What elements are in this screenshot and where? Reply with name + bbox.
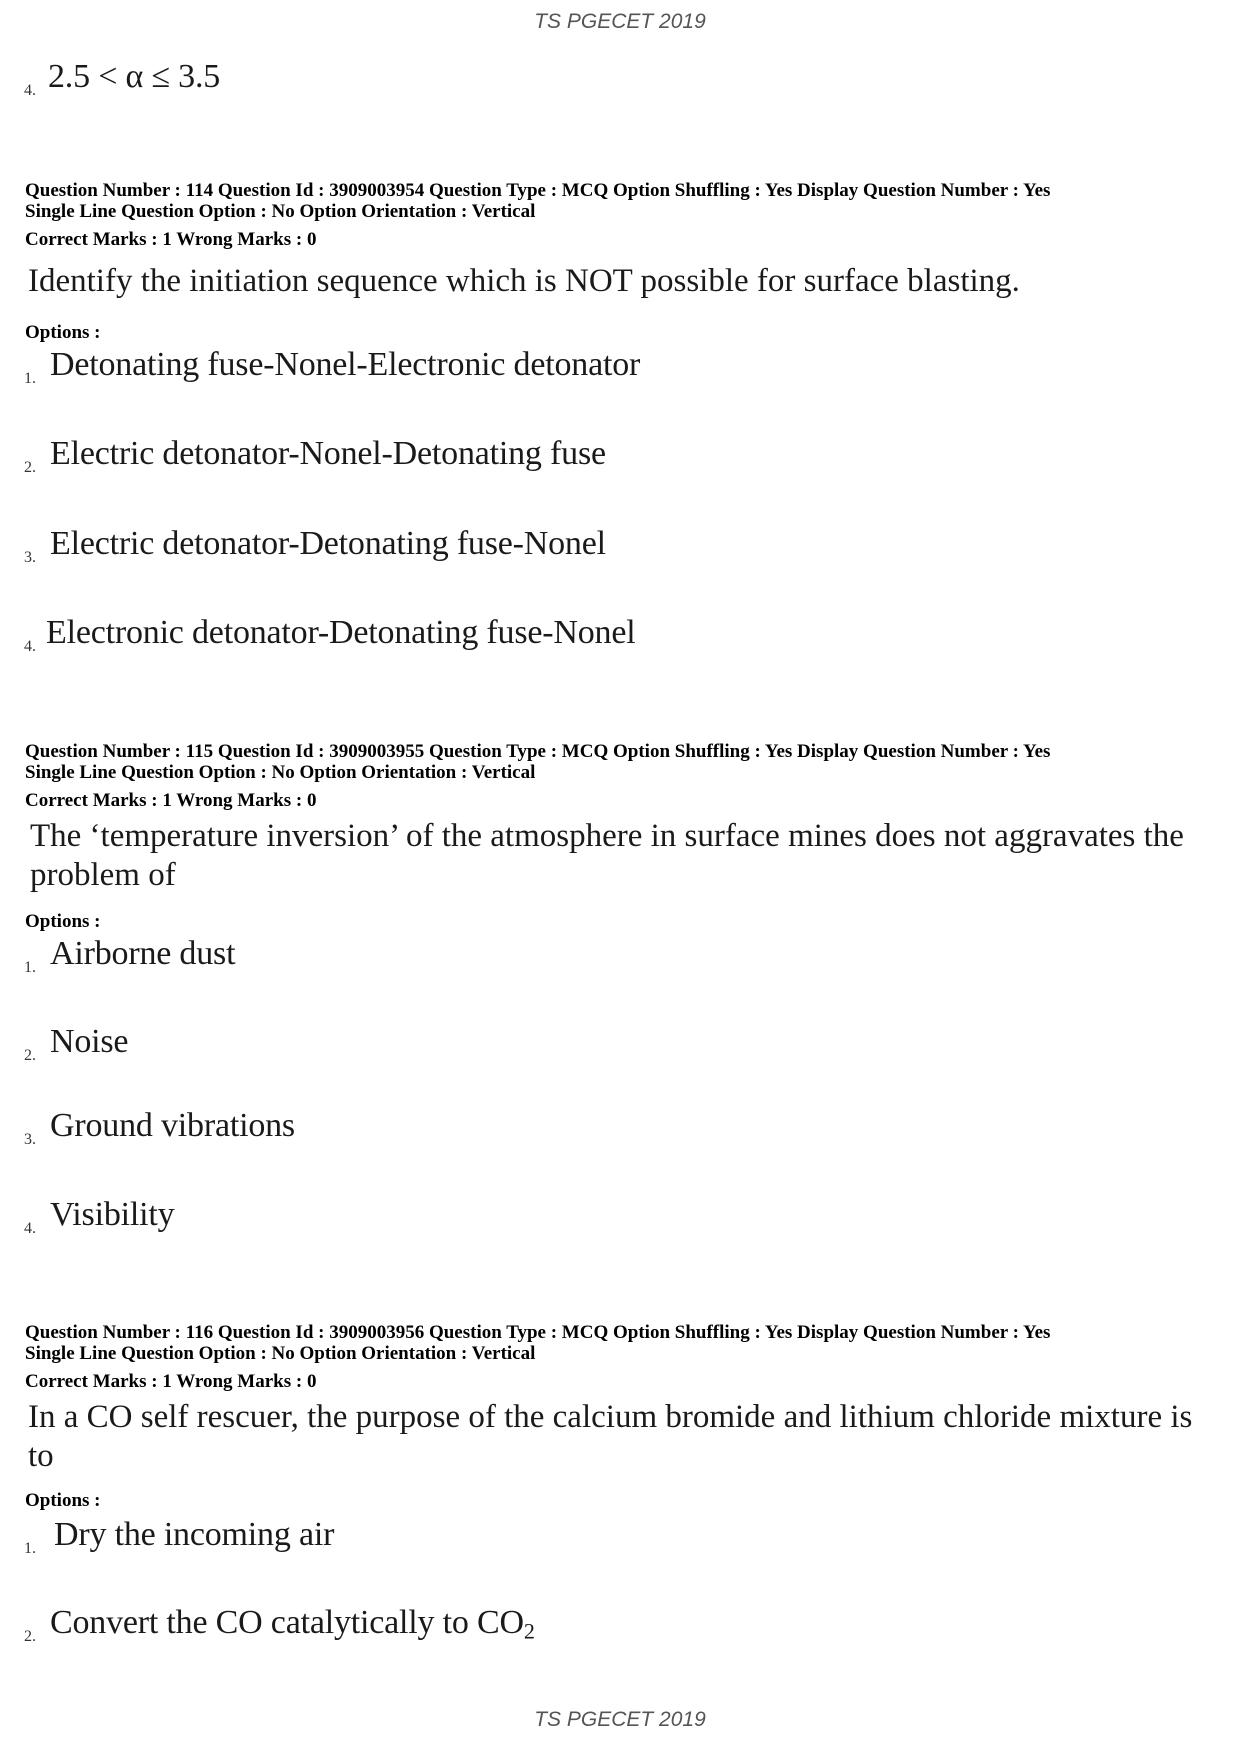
option-item: [24, 1516, 335, 1557]
option-text: Dry the incoming air: [54, 1516, 335, 1553]
option-number: 1.: [24, 1540, 36, 1557]
option-text: Airborne dust: [50, 935, 236, 972]
options-label: Options :: [25, 322, 101, 343]
question-meta-line: Question Number : 116 Question Id : 3909003956 Question Type : MCQ Option Shuffling : Yes Display Question Number : Yes: [25, 1322, 1051, 1343]
option-item: [24, 525, 606, 566]
option-text: Noise: [50, 1023, 129, 1060]
option-number: 4.: [24, 1220, 36, 1237]
option-item: [24, 1107, 295, 1148]
option-number: 2.: [24, 1628, 36, 1645]
option-item: [24, 614, 636, 655]
option-text: Electric detonator-Detonating fuse-Nonel: [50, 525, 606, 562]
option-item: [24, 935, 236, 976]
question-text: Identify the initiation sequence which is NOT possible for surface blasting.: [28, 263, 1020, 299]
option-item: [24, 1196, 175, 1237]
option-item: [24, 346, 641, 387]
option-item: [24, 435, 606, 476]
option-item: [24, 1604, 535, 1645]
question-116-meta: [25, 1322, 1225, 1364]
question-115-meta: [25, 741, 1225, 783]
question-meta-line: Question Number : 114 Question Id : 3909003954 Question Type : MCQ Option Shuffling : Yes Display Question Number : Yes: [25, 180, 1051, 201]
option-text: Visibility: [50, 1196, 175, 1233]
question-marks: Correct Marks : 1 Wrong Marks : 0: [25, 790, 317, 811]
option-text: Electronic detonator-Detonating fuse-Nonel: [46, 614, 636, 651]
option-number: 4.: [24, 82, 36, 99]
option-number: 1.: [24, 370, 36, 387]
option-number: 4.: [24, 638, 36, 655]
question-text: The ‘temperature inversion’ of the atmosphere in surface mines does not aggravates the problem of: [30, 818, 1184, 893]
question-text: In a CO self rescuer, the purpose of the calcium bromide and lithium chloride mixture is to: [28, 1399, 1193, 1474]
option-number: 2.: [24, 459, 36, 476]
options-label: Options :: [25, 911, 101, 932]
option-item: [24, 1023, 129, 1064]
page-footer: TS PGECET 2019: [534, 1708, 706, 1731]
option-text: [50, 1604, 535, 1645]
options-label: Options :: [25, 1490, 101, 1511]
question-meta-line: Single Line Question Option : No Option Orientation : Vertical: [25, 201, 536, 222]
option-number: 3.: [24, 549, 36, 566]
option-text: Detonating fuse-Nonel-Electronic detonator: [50, 346, 641, 383]
question-meta-line: Single Line Question Option : No Option Orientation : Vertical: [25, 1343, 536, 1364]
option-text: Electric detonator-Nonel-Detonating fuse: [50, 435, 606, 472]
page-header: TS PGECET 2019: [534, 10, 706, 33]
question-114-meta: [25, 180, 1225, 222]
option-text: 2.5 < α ≤ 3.5: [48, 58, 221, 95]
question-meta-line: Single Line Question Option : No Option Orientation : Vertical: [25, 762, 536, 783]
option-text-main: Convert the CO catalytically to CO: [50, 1604, 524, 1641]
option-number: 1.: [24, 959, 36, 976]
option-number: 3.: [24, 1131, 36, 1148]
question-meta-line: Question Number : 115 Question Id : 3909003955 Question Type : MCQ Option Shuffling : Yes Display Question Number : Yes: [25, 741, 1051, 762]
option-text: Ground vibrations: [50, 1107, 295, 1144]
option-number: 2.: [24, 1047, 36, 1064]
question-marks: Correct Marks : 1 Wrong Marks : 0: [25, 1371, 317, 1392]
carryover-option: [24, 58, 221, 99]
question-marks: Correct Marks : 1 Wrong Marks : 0: [25, 229, 317, 250]
subscript: 2: [523, 1618, 535, 1644]
